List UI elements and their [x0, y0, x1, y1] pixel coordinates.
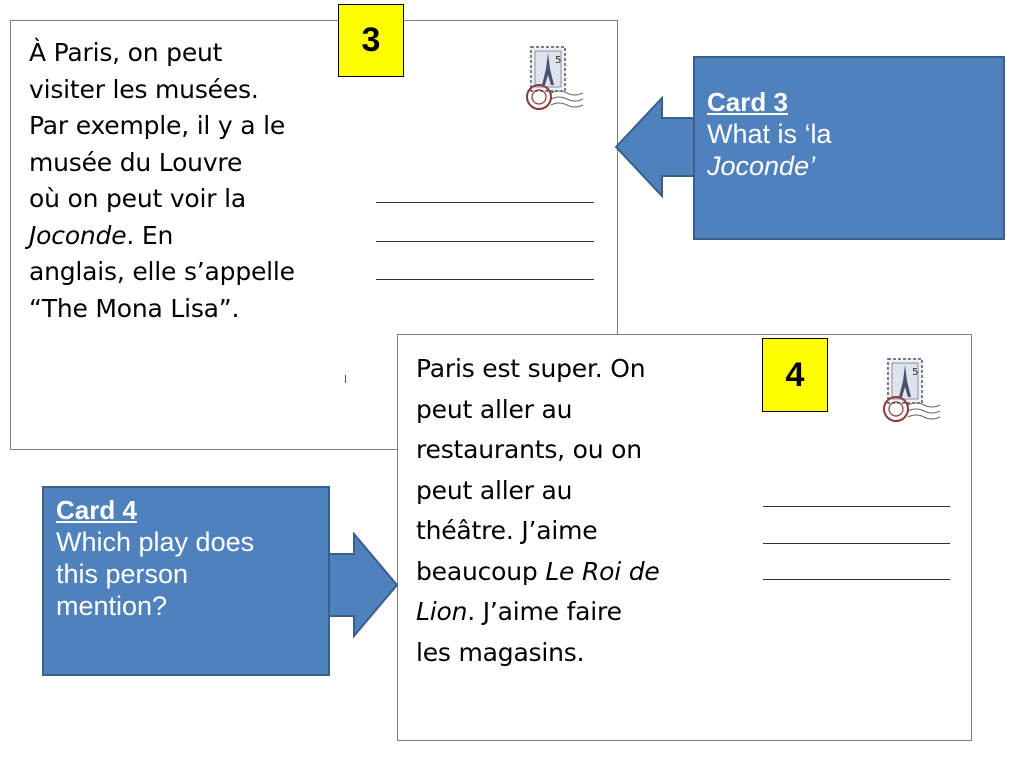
divider-tick: [345, 375, 346, 383]
arrow-right-icon: [324, 532, 400, 638]
arrow-left-icon: [612, 96, 698, 198]
postcard-4: [397, 334, 972, 741]
eiffel-tower-stamp-icon: [521, 45, 593, 113]
italic-text: Joconde: [29, 220, 127, 250]
postcard-4-text: [416, 349, 761, 673]
postcard-text-segment: À Paris, on peut visiter les musées. Par exemple, il y a le musée du Louvre où on peut voir la: [29, 38, 286, 213]
question-3-line: What is ‘la: [707, 119, 832, 149]
question-3-title: Card 3: [707, 87, 788, 117]
postcard-3-text: [29, 35, 374, 327]
svg-text:5: 5: [555, 55, 562, 66]
address-line: [376, 241, 594, 242]
postcard-text-segment: . En anglais, elle s’appelle “The Mona Lisa”.: [29, 220, 295, 323]
card-number-3: 3: [361, 21, 381, 59]
address-line: [763, 543, 950, 544]
question-card-4: [42, 486, 330, 676]
address-line: [763, 579, 950, 580]
question-card-3: [693, 56, 1005, 240]
question-4-line: this person: [56, 559, 189, 589]
postcard-text-segment: Paris est super. On peut aller au restaurants, ou on peut aller au théâtre. J’aime beaucoup: [416, 354, 646, 586]
italic-text: Le Roi de Lion: [416, 556, 660, 626]
address-line: [376, 202, 594, 203]
question-4-title: Card 4: [56, 495, 137, 525]
card-number-badge-3: [338, 4, 404, 77]
question-4-line: Which play does: [56, 527, 255, 557]
eiffel-tower-stamp-icon: [878, 357, 950, 425]
address-line: [376, 279, 594, 280]
svg-text:5: 5: [912, 367, 919, 378]
card-number-badge-4: [762, 338, 828, 412]
question-4-line: mention?: [56, 591, 168, 621]
card-number-4: 4: [785, 355, 805, 394]
postcard-text-segment: . J’aime faire les magasins.: [416, 597, 622, 667]
question-3-line: Joconde’: [707, 151, 816, 181]
address-line: [763, 506, 950, 507]
